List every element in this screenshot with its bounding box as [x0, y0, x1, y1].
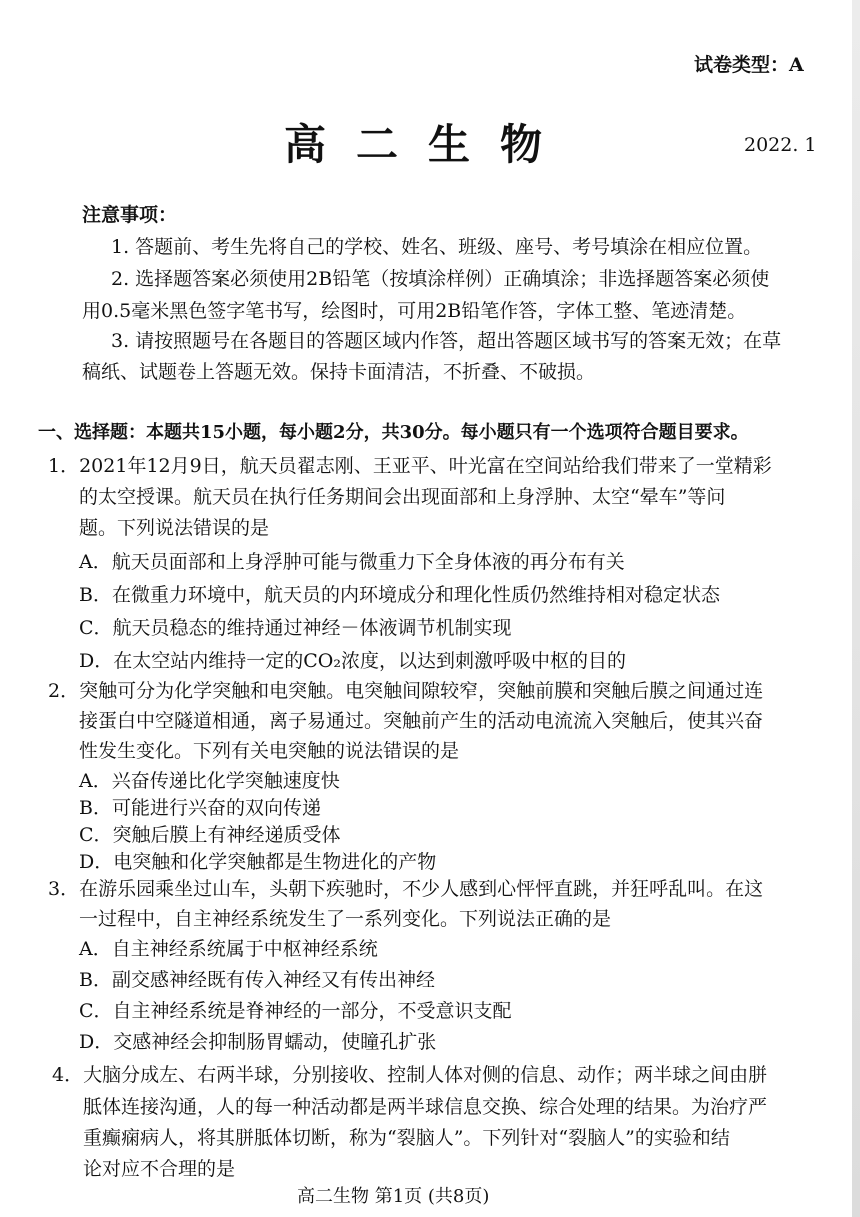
question-2-stem: 2．突触可分为化学突触和电突触。电突触间隙较窄，突触前膜和突触后膜之间通过连	[48, 680, 764, 702]
notice-line: 3. 请按照题号在各题目的答题区域内作答，超出答题区域书写的答案无效；在草	[111, 330, 782, 352]
notice-line: 2. 选择题答案必须使用2B铅笔（按填涂样例）正确填涂；非选择题答案必须使	[111, 268, 770, 290]
question-3-stem: 3．在游乐园乘坐过山车，头朝下疾驰时，不少人感到心怦怦直跳，并狂呼乱叫。在这	[48, 878, 764, 900]
question-4-stem: 胝体连接沟通，人的每一种活动都是两半球信息交换、综合处理的结果。为治疗严	[83, 1096, 768, 1118]
page-footer: 高二生物 第1页 (共8页)	[297, 1186, 490, 1207]
notice-line: 用0.5毫米黑色签字笔书写，绘图时，可用2B铅笔作答，字体工整、笔迹清楚。	[82, 300, 747, 322]
question-4-stem: 4．大脑分成左、右两半球，分别接收、控制人体对侧的信息、动作；两半球之间由胼	[52, 1064, 768, 1086]
question-1-option-b: B．在微重力环境中，航天员的内环境成分和理化性质仍然维持相对稳定状态	[79, 584, 720, 606]
question-3-option-c: C．自主神经系统是脊神经的一部分，不受意识支配	[79, 1000, 512, 1022]
question-1-stem: 题。下列说法错误的是	[79, 517, 270, 539]
question-1-option-c: C．航天员稳态的维持通过神经－体液调节机制实现	[79, 617, 512, 639]
question-2-option-d: D．电突触和化学突触都是生物进化的产物	[79, 851, 437, 873]
question-1-option-d: D．在太空站内维持一定的CO₂浓度，以达到刺激呼吸中枢的目的	[79, 650, 626, 672]
question-2-option-a: A．兴奋传递比化学突触速度快	[79, 770, 340, 792]
question-1-stem: 1．2021年12月9日，航天员翟志刚、王亚平、叶光富在空间站给我们带来了一堂精彩	[48, 455, 772, 477]
question-2-option-c: C．突触后膜上有神经递质受体	[79, 824, 341, 846]
question-2-stem: 性发生变化。下列有关电突触的说法错误的是	[79, 740, 460, 762]
notice-heading: 注意事项：	[82, 204, 178, 226]
question-3-option-d: D．交感神经会抑制肠胃蠕动，使瞳孔扩张	[79, 1031, 437, 1053]
scan-edge	[852, 0, 860, 1217]
question-2-option-b: B．可能进行兴奋的双向传递	[79, 797, 321, 819]
question-1-stem: 的太空授课。航天员在执行任务期间会出现面部和上身浮肿、太空“晕车”等问	[79, 486, 726, 508]
question-4-stem: 重癫痫病人，将其胼胝体切断，称为“裂脑人”。下列针对“裂脑人”的实验和结	[83, 1127, 730, 1149]
question-3-option-b: B．副交感神经既有传入神经又有传出神经	[79, 969, 435, 991]
question-2-stem: 接蛋白中空隧道相通，离子易通过。突触前产生的活动电流流入突触后，使其兴奋	[79, 710, 764, 732]
question-1-option-a: A．航天员面部和上身浮肿可能与微重力下全身体液的再分布有关	[79, 551, 625, 573]
exam-title: 高二生物	[284, 120, 573, 169]
notice-line: 1. 答题前、考生先将自己的学校、姓名、班级、座号、考号填涂在相应位置。	[111, 236, 763, 258]
question-3-stem: 一过程中，自主神经系统发生了一系列变化。下列说法正确的是	[79, 908, 612, 930]
exam-date: 2022. 1	[744, 134, 817, 156]
notice-line: 稿纸、试题卷上答题无效。保持卡面清洁，不折叠、不破损。	[82, 361, 596, 383]
paper-type-label: 试卷类型：A	[694, 54, 804, 76]
question-4-stem: 论对应不合理的是	[83, 1158, 236, 1180]
question-3-option-a: A．自主神经系统属于中枢神经系统	[79, 938, 378, 960]
section-heading: 一、选择题：本题共15小题，每小题2分，共30分。每小题只有一个选项符合题目要求。	[38, 422, 749, 443]
